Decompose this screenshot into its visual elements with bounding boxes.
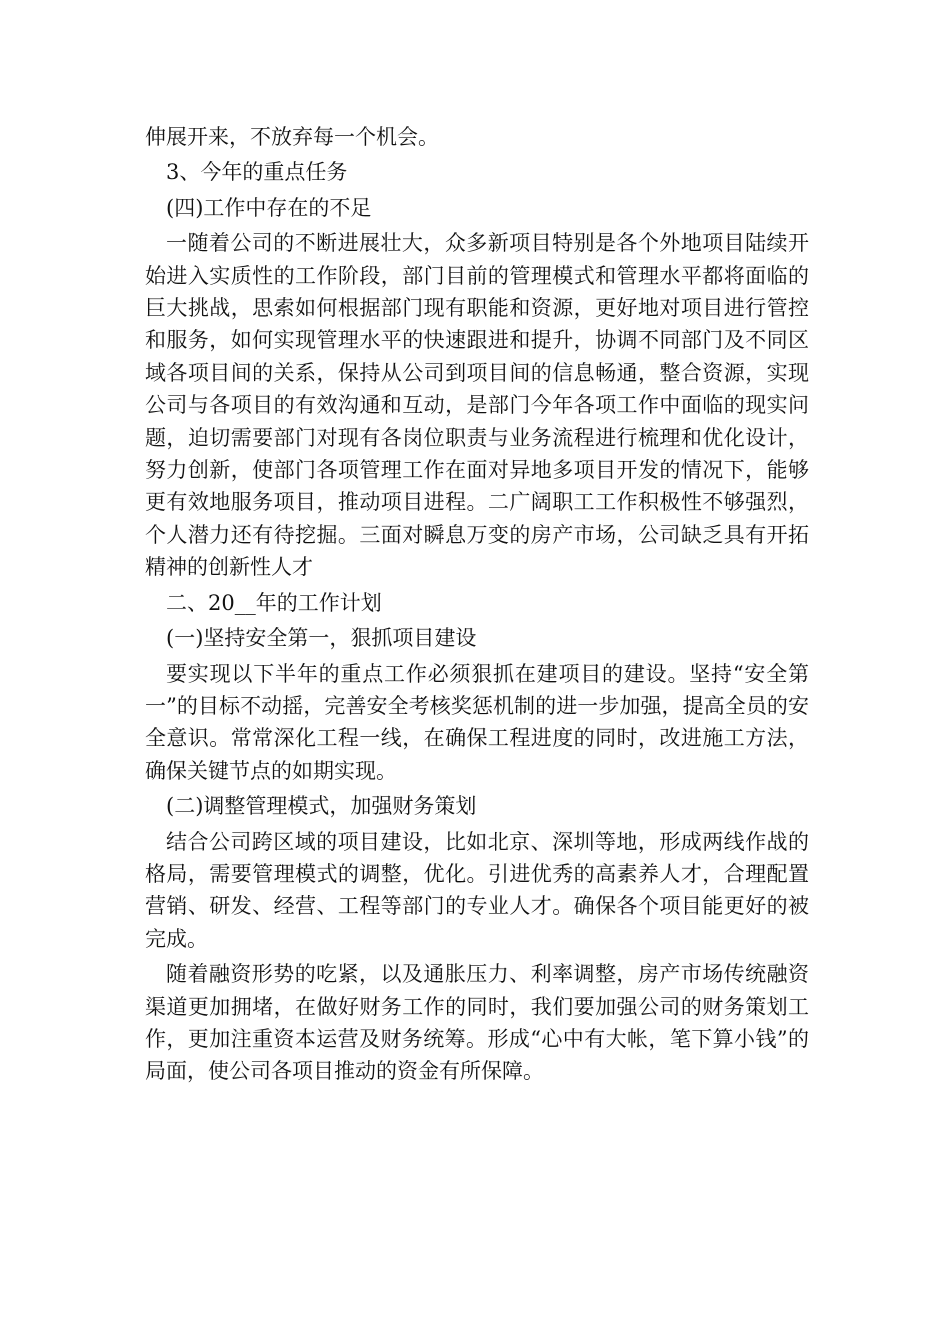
paragraph-shortcomings: 一随着公司的不断进展壮大，众多新项目特别是各个外地项目陆续开始进入实质性的工作阶段，部门目前的管理模式和管理水平都将面临的巨大挑战，思索如何根据部门现有职能和资源，更好地对项目进行管控和服务，如何实现管理水平的快速跟进和提升，协调不同部门及不同区域各项目间的关系，保持从公司到项目间的信息畅通，整合资源，实现公司与各项目的有效沟通和互动，是部门今年各项工作中面临的现实问题，迫切需要部门对现有各岗位职责与业务流程进行梳理和优化设计，努力创新，使部门各项管理工作在面对异地多项目开发的情况下，能够更有效地服务项目，推动项目进程。二广阔职工工作积极性不够强烈，个人潜力还有待挖掘。三面对瞬息万变的房产市场，公司缺乏具有开拓精神的创新性人才 bbox=[145, 231, 809, 580]
item-heading-key-tasks: 3、今年的重点任务 bbox=[166, 160, 348, 185]
paragraph-management: 结合公司跨区域的项目建设，比如北京、深圳等地，形成两线作战的格局，需要管理模式的调整，优化。引进优秀的高素养人才，合理配置营销、研发、经营、工程等部门的专业人才。确保各个项目能更好的被完成。 bbox=[145, 829, 809, 951]
document-body bbox=[145, 121, 809, 1088]
section-heading-safety: (一)坚持安全第一，狠抓项目建设 bbox=[166, 626, 477, 651]
paragraph-continuation: 伸展开来，不放弃每一个机会。 bbox=[145, 125, 439, 149]
section-heading-management: (二)调整管理模式，加强财务策划 bbox=[166, 794, 477, 819]
chapter-heading-work-plan: 二、20__年的工作计划 bbox=[166, 590, 382, 615]
section-heading-shortcomings: (四)工作中存在的不足 bbox=[166, 195, 372, 220]
paragraph-finance: 随着融资形势的吃紧，以及通胀压力、利率调整，房产市场传统融资渠道更加拥堵，在做好财务工作的同时，我们要加强公司的财务策划工作，更加注重资本运营及财务统筹。形成“心中有大帐，笔下算小钱”的局面，使公司各项目推动的资金有所保障。 bbox=[145, 962, 809, 1084]
paragraph-safety: 要实现以下半年的重点工作必须狠抓在建项目的建设。坚持“安全第一”的目标不动摇，完善安全考核奖惩机制的进一步加强，提高全员的安全意识。常常深化工程一线，在确保工程进度的同时，改进施工方法，确保关键节点的如期实现。 bbox=[145, 661, 809, 783]
